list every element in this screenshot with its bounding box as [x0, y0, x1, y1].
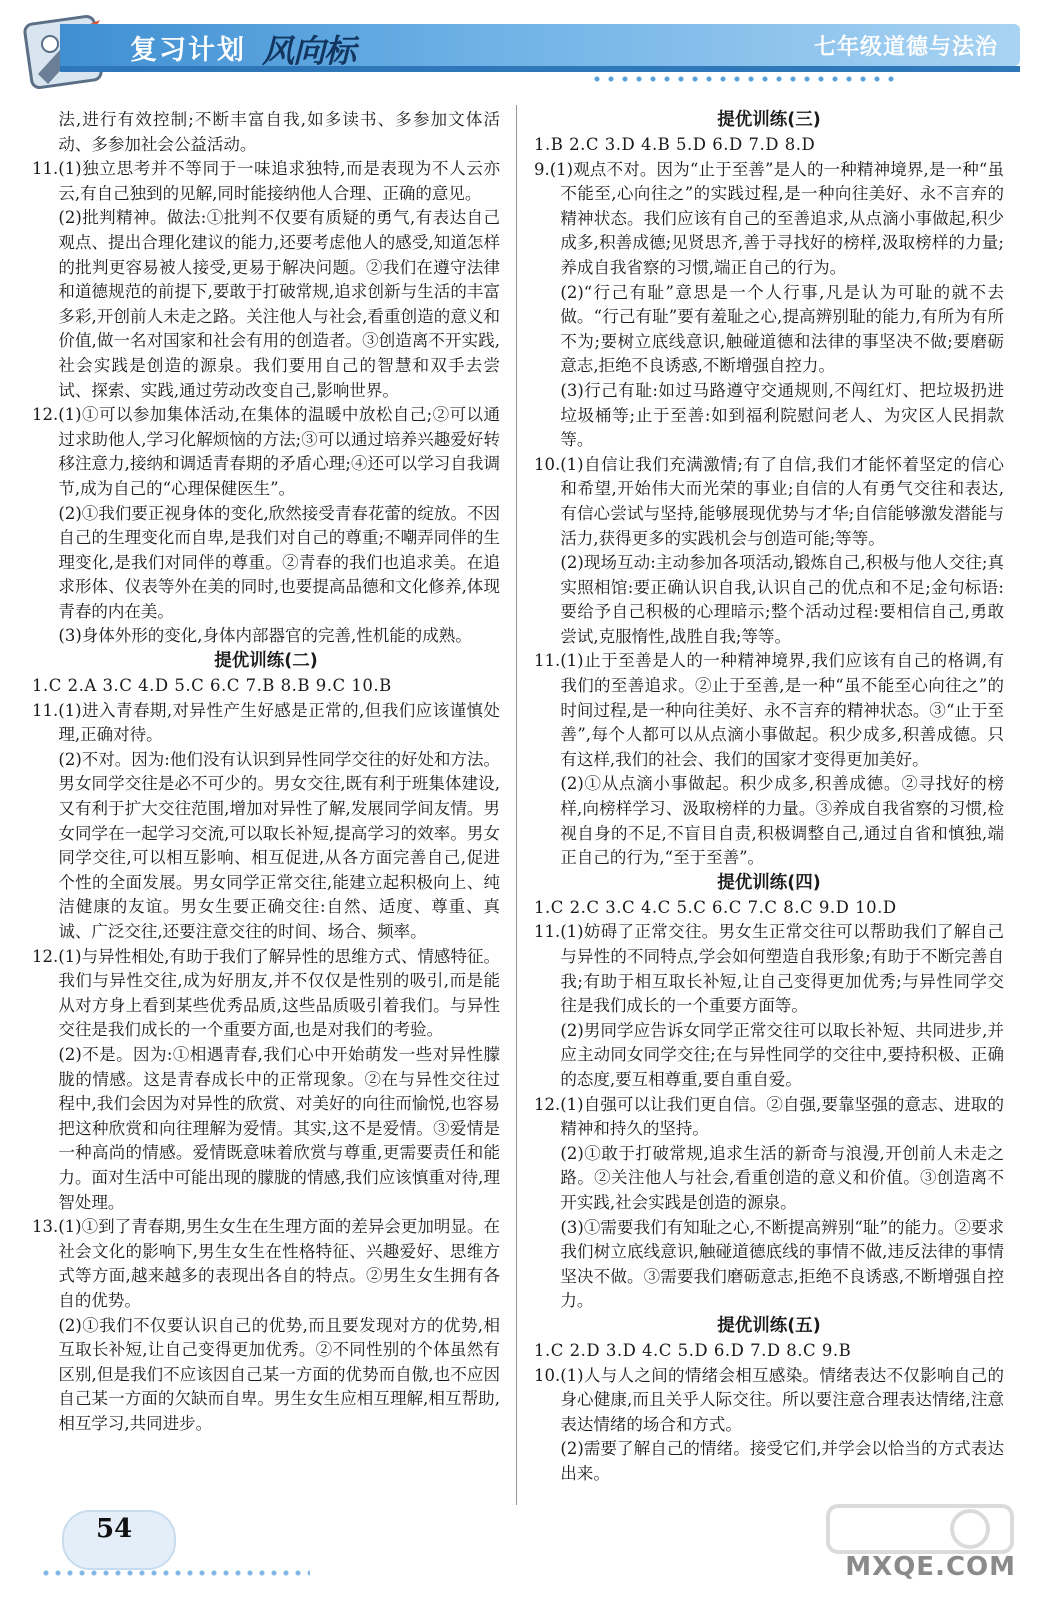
answer-paragraph: 12.(1)自强可以让我们更自信。②自强,要靠坚强的意志、进取的精神和持久的坚持。	[534, 1094, 1004, 1139]
answer-paragraph: (3)①需要我们有知耻之心,不断提高辨别“耻”的能力。②要求我们树立底线意识,触碰道德底线的事情不做,违反法律的事情坚决不做。③需要我们磨砺意志,拒绝不良诱惑,不断增强自控力。	[560, 1217, 1004, 1311]
answer-paragraph: (2)“行己有耻”意思是一个人行事,凡是认为可耻的就不去做。“行己有耻”要有羞耻之心,提高辨别耻的能力,有所为有所不为;要树立底线意识,触碰道德和法律的事坚决不做;要磨砺意志,拒绝不良诱惑,不断增强自控力。	[560, 282, 1004, 376]
left-column	[32, 108, 500, 1436]
watermark-text: MXQE.COM	[845, 1552, 1016, 1582]
answer-paragraph: (2)需要了解自己的情绪。接受它们,并学会以恰当的方式表达出来。	[560, 1439, 1004, 1483]
answer-paragraph: (2)不是。因为:①相遇青春,我们心中开始萌发一些对异性朦胧的情感。这是青春成长中的正常现象。②在与异性交往过程中,我们会因为对异性的欣赏、对美好的向往而愉悦,也容易把这种欣赏和向往理解为爱情。其实,这不是爱情。③爱情是一种高尚的情感。爱情既意味着欣赏与尊重,更需要责任和能力。面对生活中可能出现的朦胧的情感,我们应该慎重对待,理智处理。	[58, 1044, 500, 1212]
answer-paragraph: 11.(1)进入青春期,对异性产生好感是正常的,但我们应该谨慎处理,正确对待。	[32, 700, 500, 745]
answer-key-line: 1.C 2.A 3.C 4.D 5.C 6.C 7.B 8.B 9.C 10.B	[32, 676, 392, 696]
answer-paragraph: 12.(1)与异性相处,有助于我们了解异性的思维方式、情感特征。我们与异性交往,成为好朋友,并不仅仅是性别的吸引,而是能从对方身上看到某些优秀品质,这些品质吸引着我们。与异性交往是我们成长的一个重要方面,也是对我们的考验。	[32, 946, 500, 1040]
answer-paragraph: (3)行己有耻:如过马路遵守交通规则,不闯红灯、把垃圾扔进垃圾桶等;止于至善:如到福利院慰问老人、为灾区人民捐款等。	[560, 380, 1004, 450]
section-heading: 提优训练(五)	[717, 1315, 821, 1336]
brand-title: 复习计划	[130, 35, 246, 66]
answer-paragraph: (2)①从点滴小事做起。积少成多,积善成德。②寻找好的榜样,向榜样学习、汲取榜样的力量。③养成自我省察的习惯,检视自身的不足,不盲目自责,积极调整自己,通过自省和慎独,端正自己的行为,“至于至善”。	[560, 774, 1004, 868]
answer-key-line: 1.C 2.C 3.C 4.C 5.C 6.C 7.C 8.C 9.D 10.D	[534, 897, 897, 917]
section-heading: 提优训练(二)	[214, 651, 318, 672]
answer-paragraph: (2)不对。因为:他们没有认识到异性同学交往的好处和方法。男女同学交往是必不可少的。男女交往,既有利于班集体建设,又有利于扩大交往范围,增加对异性了解,发展同学间友情。男女同学在一起学习交流,可以取长补短,提高学习的效率。男女同学交往,可以相互影响、相互促进,从各方面完善自己,促进个性的全面发展。男女同学正常交往,能建立起积极向上、纯洁健康的友谊。男女生要正确交往:自然、适度、尊重、真诚、广泛交往,还要注意交往的时间、场合、频率。	[58, 749, 500, 941]
column-divider	[516, 105, 517, 1505]
page-number: 54	[96, 1514, 133, 1544]
answer-paragraph: 13.(1)①到了青春期,男生女生在生理方面的差异会更加明显。在社会文化的影响下,男生女生在性格特征、兴趣爱好、思维方式等方面,越来越多的表现出各自的特点。②男生女生拥有各自的优势。	[32, 1217, 500, 1310]
header-dots	[590, 74, 900, 84]
answer-paragraph: (2)①敢于打破常规,追求生活的新奇与浪漫,开创前人未走之路。②关注他人与社会,看重创造的意义和价值。③创造离不开实践,社会实践是创造的源泉。	[560, 1143, 1004, 1212]
answer-key-line: 1.C 2.D 3.D 4.C 5.D 6.D 7.D 8.C 9.B	[534, 1340, 852, 1360]
answer-paragraph: (2)①我们不仅要认识自己的优势,而且要发现对方的优势,相互取长补短,让自己变得更加优秀。②不同性别的个体虽然有区别,但是我们不应该因自己某一方面的优势而自傲,也不应因自己某一方面的欠缺而自卑。男生女生应相互理解,相互帮助,相互学习,共同进步。	[58, 1315, 500, 1433]
answer-paragraph: 10.(1)自信让我们充满激情;有了自信,我们才能怀着坚定的信心和希望,开始伟大而光荣的事业;自信的人有勇气交往和表达,有信心尝试与坚持,能够展现优势与才华;自信能够激发潜能与活力,获得更多的实践机会与创造可能;等等。	[534, 454, 1004, 548]
subject-title: 七年级道德与法治	[813, 35, 998, 60]
answer-paragraph: (2)批判精神。做法:①批判不仅要有质疑的勇气,有表达自己观点、提出合理化建议的能力,还要考虑他人的感受,知道怎样的批判更容易被人接受,更易于解决问题。②我们在遵守法律和道德规范的前提下,要敢于打破常规,追求创新与生活的丰富多彩,开创前人未走之路。关注他人与社会,看重创造的意义和价值,做一名对国家和社会有用的创造者。③创造离不开实践,社会实践是创造的源泉。我们要用自己的智慧和双手去尝试、探索、实践,通过劳动改变自己,影响世界。	[58, 208, 500, 400]
answer-paragraph: 11.(1)独立思考并不等同于一味追求独特,而是表现为不人云亦云,有自己独到的见解,同时能接纳他人合理、正确的意见。	[32, 159, 500, 203]
answer-paragraph: 10.(1)人与人之间的情绪会相互感染。情绪表达不仅影响自己的身心健康,而且关乎人际交往。所以要注意合理表达情绪,注意表达情绪的场合和方式。	[534, 1365, 1004, 1434]
answer-paragraph: 11.(1)妨碍了正常交往。男女生正常交往可以帮助我们了解自己与异性的不同特点,学会如何塑造自我形象;有助于不断完善自我;有助于相互取长补短,让自己变得更加优秀;与异性同学交往是我们成长的一个重要方面等。	[534, 922, 1004, 1016]
answer-key-line: 1.B 2.C 3.D 4.B 5.D 6.D 7.D 8.D	[534, 135, 816, 154]
right-column	[534, 108, 1004, 1486]
page-footer	[0, 1500, 1038, 1600]
page-header	[0, 0, 1038, 100]
answer-paragraph: 法,进行有效控制;不断丰富自我,如多读书、多参加文体活动、多参加社会公益活动。	[58, 110, 500, 154]
answer-paragraph: (2)男同学应告诉女同学正常交往可以取长补短、共同进步,并应主动同女同学交往;在与异性同学的交往中,要持积极、正确的态度,要互相尊重,要自重自爱。	[560, 1020, 1004, 1089]
answer-paragraph: (2)①我们要正视身体的变化,欣然接受青春花蕾的绽放。不因自己的生理变化而自卑,是我们对自己的尊重;不嘲弄同伴的生理变化,是我们对同伴的尊重。②青春的我们也追求美。在追求形体、仪表等外在美的同时,也要提高品德和文化修养,体现青春的内在美。	[58, 503, 500, 621]
answer-paragraph: 12.(1)①可以参加集体活动,在集体的温暖中放松自己;②可以通过求助他人,学习化解烦恼的方法;③可以通过培养兴趣爱好转移注意力,接纳和调适青春期的矛盾心理;④还可以学习自我调节,成为自己的“心理保健医生”。	[32, 405, 500, 498]
answer-paragraph: (3)身体外形的变化,身体内部器官的完善,性机能的成熟。	[58, 626, 472, 646]
answer-paragraph: (2)现场互动:主动参加各项活动,锻炼自己,积极与他人交往;真实照相馆:要正确认识自我,认识自己的优点和不足;金句标语:要给予自己积极的心理暗示;整个活动过程:要相信自己,勇敢尝试,克服惰性,战胜自我;等等。	[560, 553, 1004, 646]
section-heading: 提优训练(三)	[717, 110, 821, 130]
footer-dots	[40, 1568, 310, 1578]
brand-script-title: 风向标	[262, 32, 356, 70]
section-heading: 提优训练(四)	[717, 872, 821, 893]
answer-paragraph: 9.(1)观点不对。因为“止于至善”是人的一种精神境界,是一种“虽不能至,心向往之”的实践过程,是一种向往美好、永不言弃的精神状态。我们应该有自己的至善追求,从点滴小事做起,积少成多,积善成德;见贤思齐,善于寻找好的榜样,汲取榜样的力量;养成自我省察的习惯,端正自己的行为。	[534, 159, 1004, 277]
answer-paragraph: 11.(1)止于至善是人的一种精神境界,我们应该有自己的格调,有我们的至善追求。②止于至善,是一种“虽不能至心向往之”的时间过程,是一种向往美好、永不言弃的精神状态。③“止于至善”,每个人都可以从点滴小事做起。积少成多,积善成德。只有这样,我们的社会、我们的国家才变得更加美好。	[534, 651, 1004, 769]
